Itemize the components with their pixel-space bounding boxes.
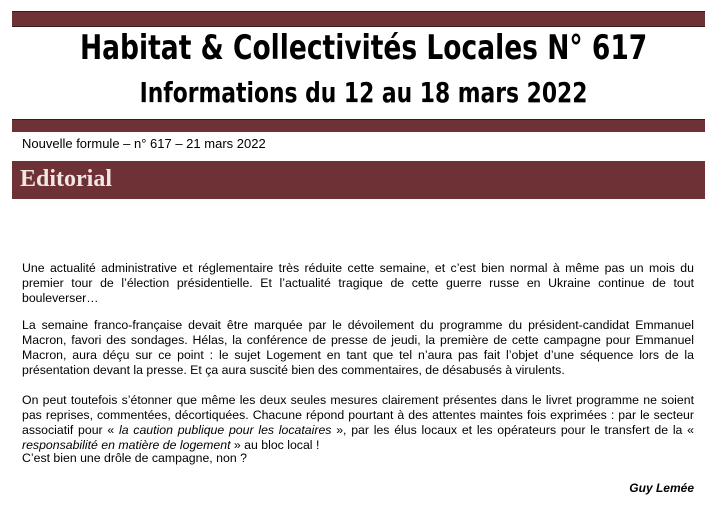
author-signature: Guy Lemée [629, 481, 694, 495]
section-header-editorial [12, 161, 705, 199]
p3-quote-responsabilite: responsabilité en matière de logement [22, 438, 231, 452]
editorial-paragraph-2: La semaine franco-française devait être marquée par le dévoilement du programme du président-candidat Emmanuel Macron, favori des sondages. Hélas, la conférence de presse de jeudi, la première de cette campagne pour Emmanuel Macron, aura déçu sur ce point : le sujet Logement en tant que tel n’aura pas fait l’objet d’une séquence lors de la présentation devant la presse. Et ça aura suscité bien des commentaires, de désabusés à virulents. [22, 318, 694, 377]
editorial-paragraph-3 [22, 393, 694, 453]
header-bottom-bar [12, 119, 705, 132]
section-label: Editorial [20, 166, 113, 192]
editorial-paragraph-4: C’est bien une drôle de campagne, non ? [22, 451, 247, 465]
issue-line: Nouvelle formule – n° 617 – 21 mars 2022 [22, 136, 266, 151]
header-top-bar [12, 11, 705, 27]
p3-text-1: On peut toutefois s’étonner que même les deux seules mesures clairement présentes dans le livret programme ne soient pas reprises, commentées, décortiquées. Chacune répond pourtant à des attentes maintes fois exprimées : par le secteur associatif pour « [22, 393, 694, 437]
editorial-paragraph-1: Une actualité administrative et réglementaire très réduite cette semaine, et c’est bien normal à même pas un mois du premier tour de l’élection présidentielle. Et l’actualité tragique de cette guerre russe en Ukraine continue de tout bouleverser… [22, 261, 694, 305]
page-subtitle-dates: Informations du 12 au 18 mars 2022 [139, 76, 588, 109]
p3-quote-caution: la caution publique pour les locataires [118, 423, 332, 437]
p3-text-3: » au bloc local ! [230, 438, 320, 452]
p3-text-2: », par les élus locaux et les opérateurs pour le transfert de la « [331, 423, 694, 437]
page-title: Habitat & Collectivités Locales N° 617 [79, 28, 648, 68]
